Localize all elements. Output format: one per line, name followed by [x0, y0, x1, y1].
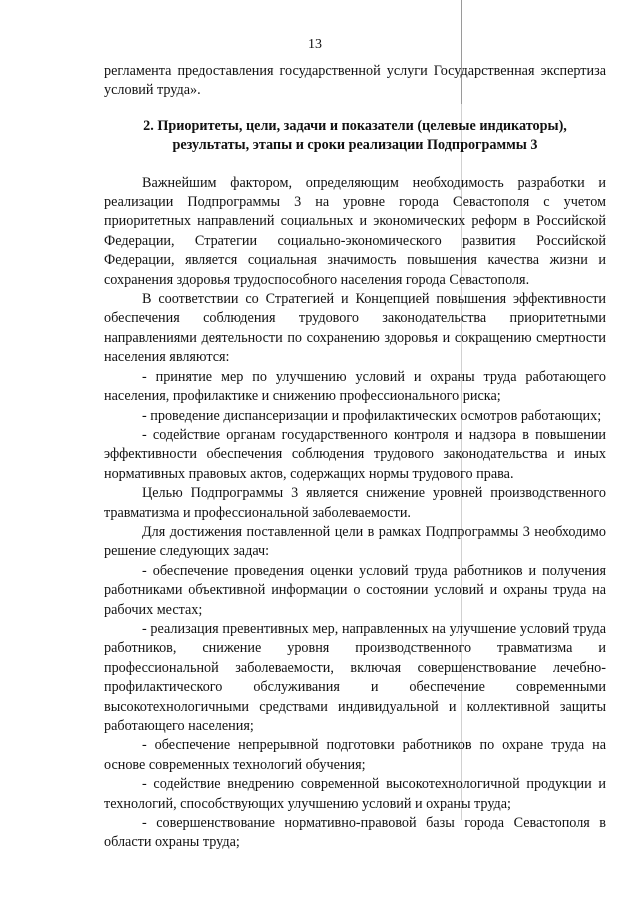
- list-item: - принятие мер по улучшению условий и охраны труда работающего населения, профилактике и снижению профессионального риска;: [104, 368, 606, 405]
- list-item: - совершенствование нормативно-правовой базы города Севастополя в области охраны труда;: [104, 815, 606, 851]
- list-item: - обеспечение проведения оценки условий труда работников и получения работниками объективной информации о состоянии условий и охраны труда на рабочих местах;: [104, 562, 606, 618]
- body-paragraph: Важнейшим фактором, определяющим необходимость разработки и реализации Подпрограммы 3 на уровне города Севастополя с учетом приоритетных направлений социальных и экономических реформ в Российской Федерации, Стратегии социально-экономического развития Российской Федерации, является социальная значимость повышения качества жизни и сохранения здоровья трудоспособного населения города Севастополя.: [104, 174, 606, 288]
- list-item: - содействие внедрению современной высокотехнологичной продукции и технологий, способствующих улучшению условий и охраны труда;: [104, 776, 606, 812]
- list-item: - содействие органам государственного контроля и надзора в повышении эффективности обеспечения соблюдения трудового законодательства и иных нормативных правовых актов, содержащих нормы трудового права.: [104, 426, 606, 482]
- section-heading: 2. Приоритеты, цели, задачи и показатели (целевые индикаторы), результаты, этапы и сроки реализации Подпрограммы 3: [143, 117, 567, 154]
- body-paragraph: В соответствии со Стратегией и Концепцией повышения эффективности обеспечения соблюдения трудового законодательства приоритетными направлениями деятельности по сохранению здоровья и сокращению смертности населения являются:: [104, 291, 606, 366]
- body-paragraph: Для достижения поставленной цели в рамках Подпрограммы 3 необходимо решение следующих задач:: [104, 523, 606, 560]
- intro-paragraph: регламента предоставления государственной услуги Государственная экспертиза условий труда».: [104, 63, 606, 99]
- list-item: - реализация превентивных мер, направленных на улучшение условий труда работников, снижение уровня производственного травматизма и профессиональной заболеваемости, включая совершенствование лечебно-профилактического обслуживания и обеспечение современными высокотехнологичными средствами индивидуальной и коллективной защиты работающего населения;: [104, 620, 606, 734]
- list-item: - проведение диспансеризации и профилактических осмотров работающих;: [142, 407, 602, 424]
- body-paragraph: Целью Подпрограммы 3 является снижение уровней производственного травматизма и профессиональной заболеваемости.: [104, 485, 606, 521]
- page-number: 13: [308, 37, 322, 52]
- list-item: - обеспечение непрерывной подготовки работников по охране труда на основе современных технологий обучения;: [104, 737, 606, 773]
- document-body: [104, 62, 606, 853]
